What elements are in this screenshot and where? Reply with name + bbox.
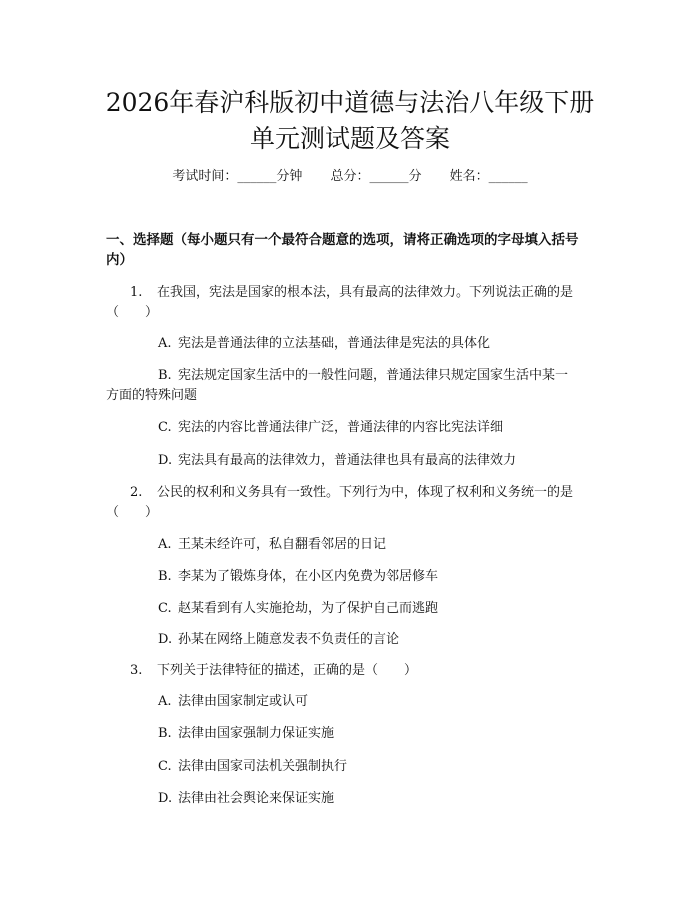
- option-label: B.: [158, 368, 172, 383]
- question-2-bracket: （ ）: [106, 505, 159, 520]
- question-1-option-c: [158, 418, 503, 438]
- option-label: C.: [158, 420, 172, 435]
- question-3-option-d: [158, 789, 334, 809]
- option-label: D.: [158, 453, 173, 468]
- option-label: D.: [158, 791, 173, 806]
- exam-score: 总分：______分: [330, 169, 422, 184]
- question-3-stem: [130, 661, 417, 681]
- question-2-stem: [130, 483, 573, 503]
- question-1-bracket: （ ）: [106, 305, 159, 320]
- option-label: B.: [158, 726, 172, 741]
- option-text: 赵某看到有人实施抢劫，为了保护自己而逃跑: [178, 601, 439, 616]
- question-2-option-d: [158, 630, 399, 650]
- option-text: 宪法的内容比普通法律广泛，普通法律的内容比宪法详细: [178, 420, 504, 435]
- question-number: 2.: [130, 485, 143, 500]
- option-text: 宪法具有最高的法律效力，普通法律也具有最高的法律效力: [178, 453, 517, 468]
- question-3-option-c: [158, 757, 347, 777]
- option-text: 法律由社会舆论来保证实施: [178, 791, 335, 806]
- exam-name: 姓名：______: [449, 169, 528, 184]
- option-label: A.: [158, 537, 172, 552]
- question-2-option-a: [158, 535, 386, 555]
- question-1-option-b: [158, 366, 568, 386]
- option-text: 宪法规定国家生活中的一般性问题，普通法律只规定国家生活中某一: [178, 368, 569, 383]
- option-text: 孙某在网络上随意发表不负责任的言论: [178, 632, 400, 647]
- question-1-stem: [130, 283, 573, 303]
- section-title-line2: 内）: [106, 252, 133, 268]
- option-text: 法律由国家制定或认可: [178, 694, 309, 709]
- question-number: 3.: [130, 663, 143, 678]
- option-text: 李某为了锻炼身体，在小区内免费为邻居修车: [178, 569, 439, 584]
- question-2-option-b: [158, 567, 438, 587]
- question-1-option-b-continued: 方面的特殊问题: [106, 388, 198, 403]
- exam-time: 考试时间：______分钟: [172, 169, 303, 184]
- option-label: C.: [158, 601, 172, 616]
- section-title-line1: 一、选择题（每小题只有一个最符合题意的选项，请将正确选项的字母填入括号: [106, 232, 579, 248]
- question-2-option-c: [158, 599, 438, 619]
- option-label: B.: [158, 569, 172, 584]
- question-text: 在我国，宪法是国家的根本法，具有最高的法律效力。下列说法正确的是: [157, 285, 574, 300]
- document-title-line2: 单元测试题及答案: [249, 124, 450, 153]
- document-title-line1: 2026年春沪科版初中道德与法治八年级下册: [105, 88, 595, 117]
- question-text: 下列关于法律特征的描述，正确的是（ ）: [157, 663, 418, 678]
- option-text: 法律由国家强制力保证实施: [178, 726, 335, 741]
- question-3-option-a: [158, 692, 308, 712]
- option-label: A.: [158, 336, 172, 351]
- question-1-option-a: [158, 334, 490, 354]
- section-title: [106, 230, 596, 270]
- question-number: 1.: [130, 285, 143, 300]
- option-label: D.: [158, 632, 173, 647]
- option-label: A.: [158, 694, 172, 709]
- question-1-option-d: [158, 451, 516, 471]
- exam-info: [0, 167, 700, 187]
- question-3-option-b: [158, 724, 334, 744]
- option-text: 宪法是普通法律的立法基础，普通法律是宪法的具体化: [178, 336, 491, 351]
- option-label: C.: [158, 759, 172, 774]
- question-text: 公民的权利和义务具有一致性。下列行为中，体现了权利和义务统一的是: [157, 485, 574, 500]
- option-text: 王某未经许可，私自翻看邻居的日记: [178, 537, 387, 552]
- option-text: 法律由国家司法机关强制执行: [178, 759, 348, 774]
